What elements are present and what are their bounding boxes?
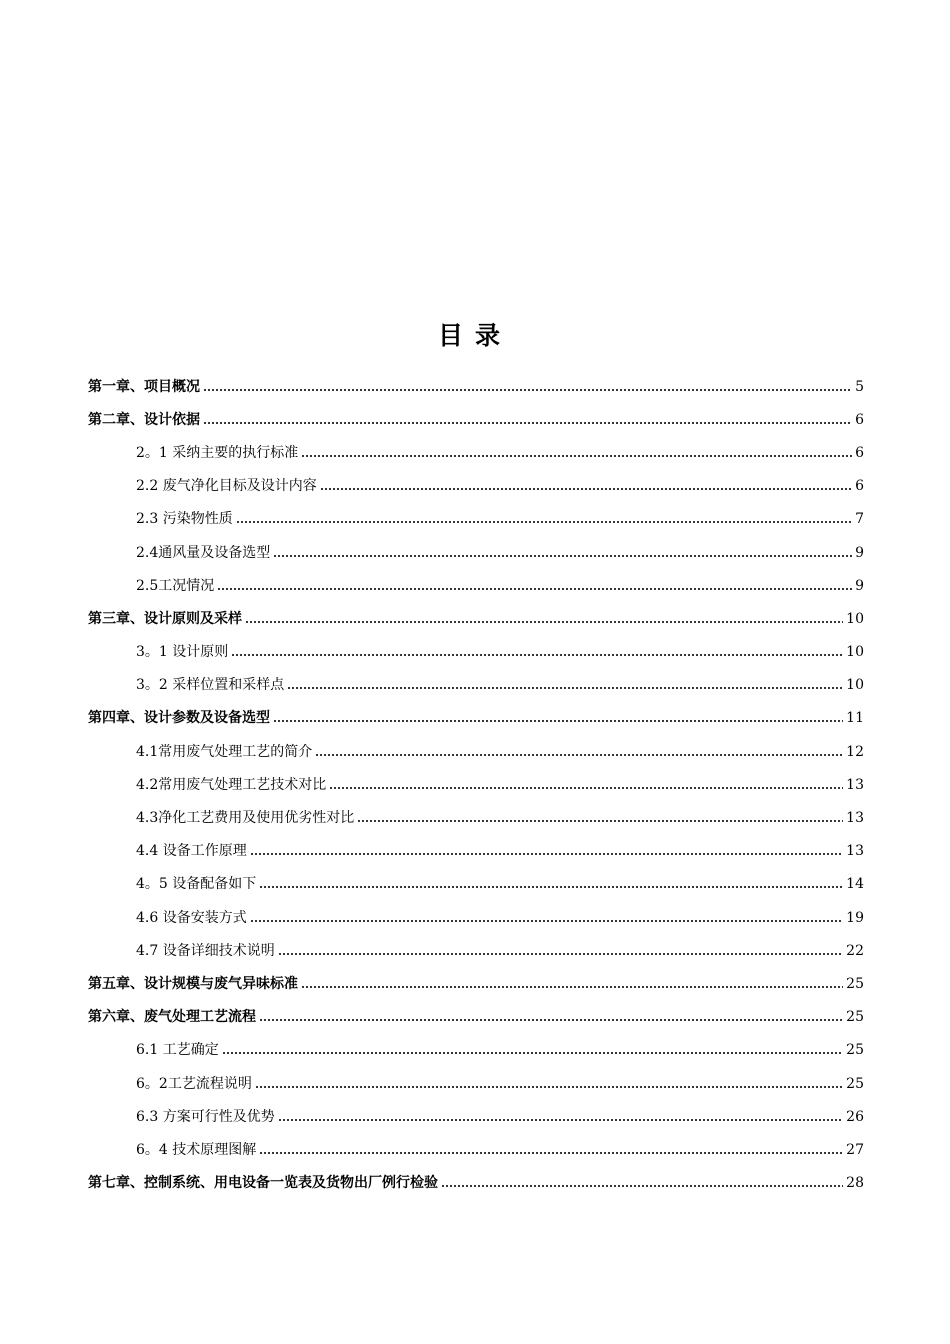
dot-leader <box>236 521 852 523</box>
dot-leader <box>259 1152 843 1154</box>
dot-leader <box>278 1119 843 1121</box>
dot-leader <box>203 389 852 391</box>
toc-entry[interactable] <box>88 470 864 503</box>
toc-entry[interactable] <box>88 735 864 768</box>
toc-entry-label: 6。4 技术原理图解 <box>136 1141 257 1158</box>
toc-entry[interactable] <box>88 436 864 469</box>
toc-entry[interactable] <box>88 768 864 801</box>
toc-entry-label: 第四章、设计参数及设备选型 <box>88 710 270 727</box>
toc-entry[interactable] <box>88 669 864 702</box>
dot-leader <box>259 1019 843 1021</box>
toc-entry[interactable] <box>88 1067 864 1100</box>
toc-entry[interactable] <box>88 602 864 635</box>
toc-entry-page-number: 11 <box>846 710 864 727</box>
toc-entry-label: 第六章、废气处理工艺流程 <box>88 1009 256 1026</box>
toc-title: 目录 <box>437 321 512 350</box>
toc-entry[interactable] <box>88 1167 864 1200</box>
toc-entry-label: 4.7 设备详细技术说明 <box>136 942 275 959</box>
toc-entry-label: 3。2 采样位置和采样点 <box>136 677 285 694</box>
toc-entry-label: 第一章、项目概况 <box>88 378 200 395</box>
toc-entry-label: 2。1 采纳主要的执行标准 <box>136 444 299 461</box>
toc-entry-page-number: 6 <box>855 411 864 428</box>
toc-entry-page-number: 19 <box>846 909 864 926</box>
dot-leader <box>301 986 843 988</box>
toc-entry-page-number: 9 <box>855 577 864 594</box>
dot-leader <box>222 1052 843 1054</box>
dot-leader <box>315 754 843 756</box>
dot-leader <box>287 687 843 689</box>
dot-leader <box>278 953 843 955</box>
toc-entry-label: 3。1 设计原则 <box>136 644 229 661</box>
dot-leader <box>329 787 843 789</box>
toc-entry[interactable] <box>88 801 864 834</box>
dot-leader <box>217 588 852 590</box>
toc-entry-label: 第七章、控制系统、用电设备一览表及货物出厂例行检验 <box>88 1175 438 1192</box>
toc-entry-label: 第二章、设计依据 <box>88 411 200 428</box>
toc-entry[interactable] <box>88 370 864 403</box>
toc-entry-page-number: 13 <box>846 843 864 860</box>
dot-leader <box>245 621 843 623</box>
toc-entry-page-number: 25 <box>846 1075 864 1092</box>
toc-entry-label: 第三章、设计原则及采样 <box>88 610 242 627</box>
toc-entry-label: 2.4通风量及设备选型 <box>136 544 271 561</box>
toc-entry-page-number: 22 <box>846 942 864 959</box>
dot-leader <box>250 920 843 922</box>
toc-entry-page-number: 25 <box>846 975 864 992</box>
toc-entry-page-number: 27 <box>846 1141 864 1158</box>
toc-entry[interactable] <box>88 967 864 1000</box>
toc-entry-label: 第五章、设计规模与废气异味标准 <box>88 975 298 992</box>
dot-leader <box>441 1185 843 1187</box>
toc-entry[interactable] <box>88 1133 864 1166</box>
toc-list <box>88 370 864 1200</box>
toc-entry-page-number: 10 <box>846 610 864 627</box>
toc-entry-page-number: 6 <box>855 444 864 461</box>
dot-leader <box>273 720 843 722</box>
toc-entry-label: 4.4 设备工作原理 <box>136 843 247 860</box>
toc-entry-label: 4.6 设备安装方式 <box>136 909 247 926</box>
dot-leader <box>203 422 852 424</box>
toc-entry[interactable] <box>88 403 864 436</box>
toc-entry[interactable] <box>88 901 864 934</box>
toc-entry-label: 4.3净化工艺费用及使用优劣性对比 <box>136 810 355 827</box>
toc-entry-label: 4.2常用废气处理工艺技术对比 <box>136 776 327 793</box>
toc-entry-page-number: 7 <box>855 511 864 528</box>
toc-entry[interactable] <box>88 636 864 669</box>
toc-entry-label: 2.3 污染物性质 <box>136 511 233 528</box>
toc-entry-page-number: 28 <box>846 1175 864 1192</box>
dot-leader <box>357 820 843 822</box>
dot-leader <box>301 455 852 457</box>
toc-entry-label: 4。5 设备配备如下 <box>136 876 257 893</box>
toc-entry-page-number: 13 <box>846 810 864 827</box>
toc-entry-page-number: 14 <box>846 876 864 893</box>
toc-entry-label: 6.1 工艺确定 <box>136 1042 219 1059</box>
toc-entry[interactable] <box>88 1034 864 1067</box>
toc-entry[interactable] <box>88 934 864 967</box>
toc-entry-label: 6.3 方案可行性及优势 <box>136 1108 275 1125</box>
toc-entry[interactable] <box>88 503 864 536</box>
toc-entry[interactable] <box>88 536 864 569</box>
toc-entry-page-number: 10 <box>846 644 864 661</box>
toc-entry-page-number: 12 <box>846 743 864 760</box>
dot-leader <box>255 1086 843 1088</box>
toc-entry[interactable] <box>88 1001 864 1034</box>
dot-leader <box>231 654 843 656</box>
toc-entry-page-number: 9 <box>855 544 864 561</box>
toc-entry[interactable] <box>88 569 864 602</box>
toc-entry-label: 6。2工艺流程说明 <box>136 1075 252 1092</box>
toc-entry-page-number: 6 <box>855 478 864 495</box>
dot-leader <box>273 555 852 557</box>
dot-leader <box>320 488 852 490</box>
dot-leader <box>250 853 843 855</box>
toc-entry[interactable] <box>88 1100 864 1133</box>
toc-entry-page-number: 26 <box>846 1108 864 1125</box>
toc-entry[interactable] <box>88 868 864 901</box>
toc-entry-label: 2.2 废气净化目标及设计内容 <box>136 478 317 495</box>
toc-entry-page-number: 25 <box>846 1009 864 1026</box>
toc-entry[interactable] <box>88 702 864 735</box>
toc-entry-page-number: 13 <box>846 776 864 793</box>
toc-entry[interactable] <box>88 835 864 868</box>
toc-entry-page-number: 5 <box>855 378 864 395</box>
toc-entry-label: 4.1常用废气处理工艺的简介 <box>136 743 313 760</box>
toc-entry-page-number: 25 <box>846 1042 864 1059</box>
toc-entry-page-number: 10 <box>846 677 864 694</box>
dot-leader <box>259 886 843 888</box>
toc-entry-label: 2.5工况情况 <box>136 577 215 594</box>
